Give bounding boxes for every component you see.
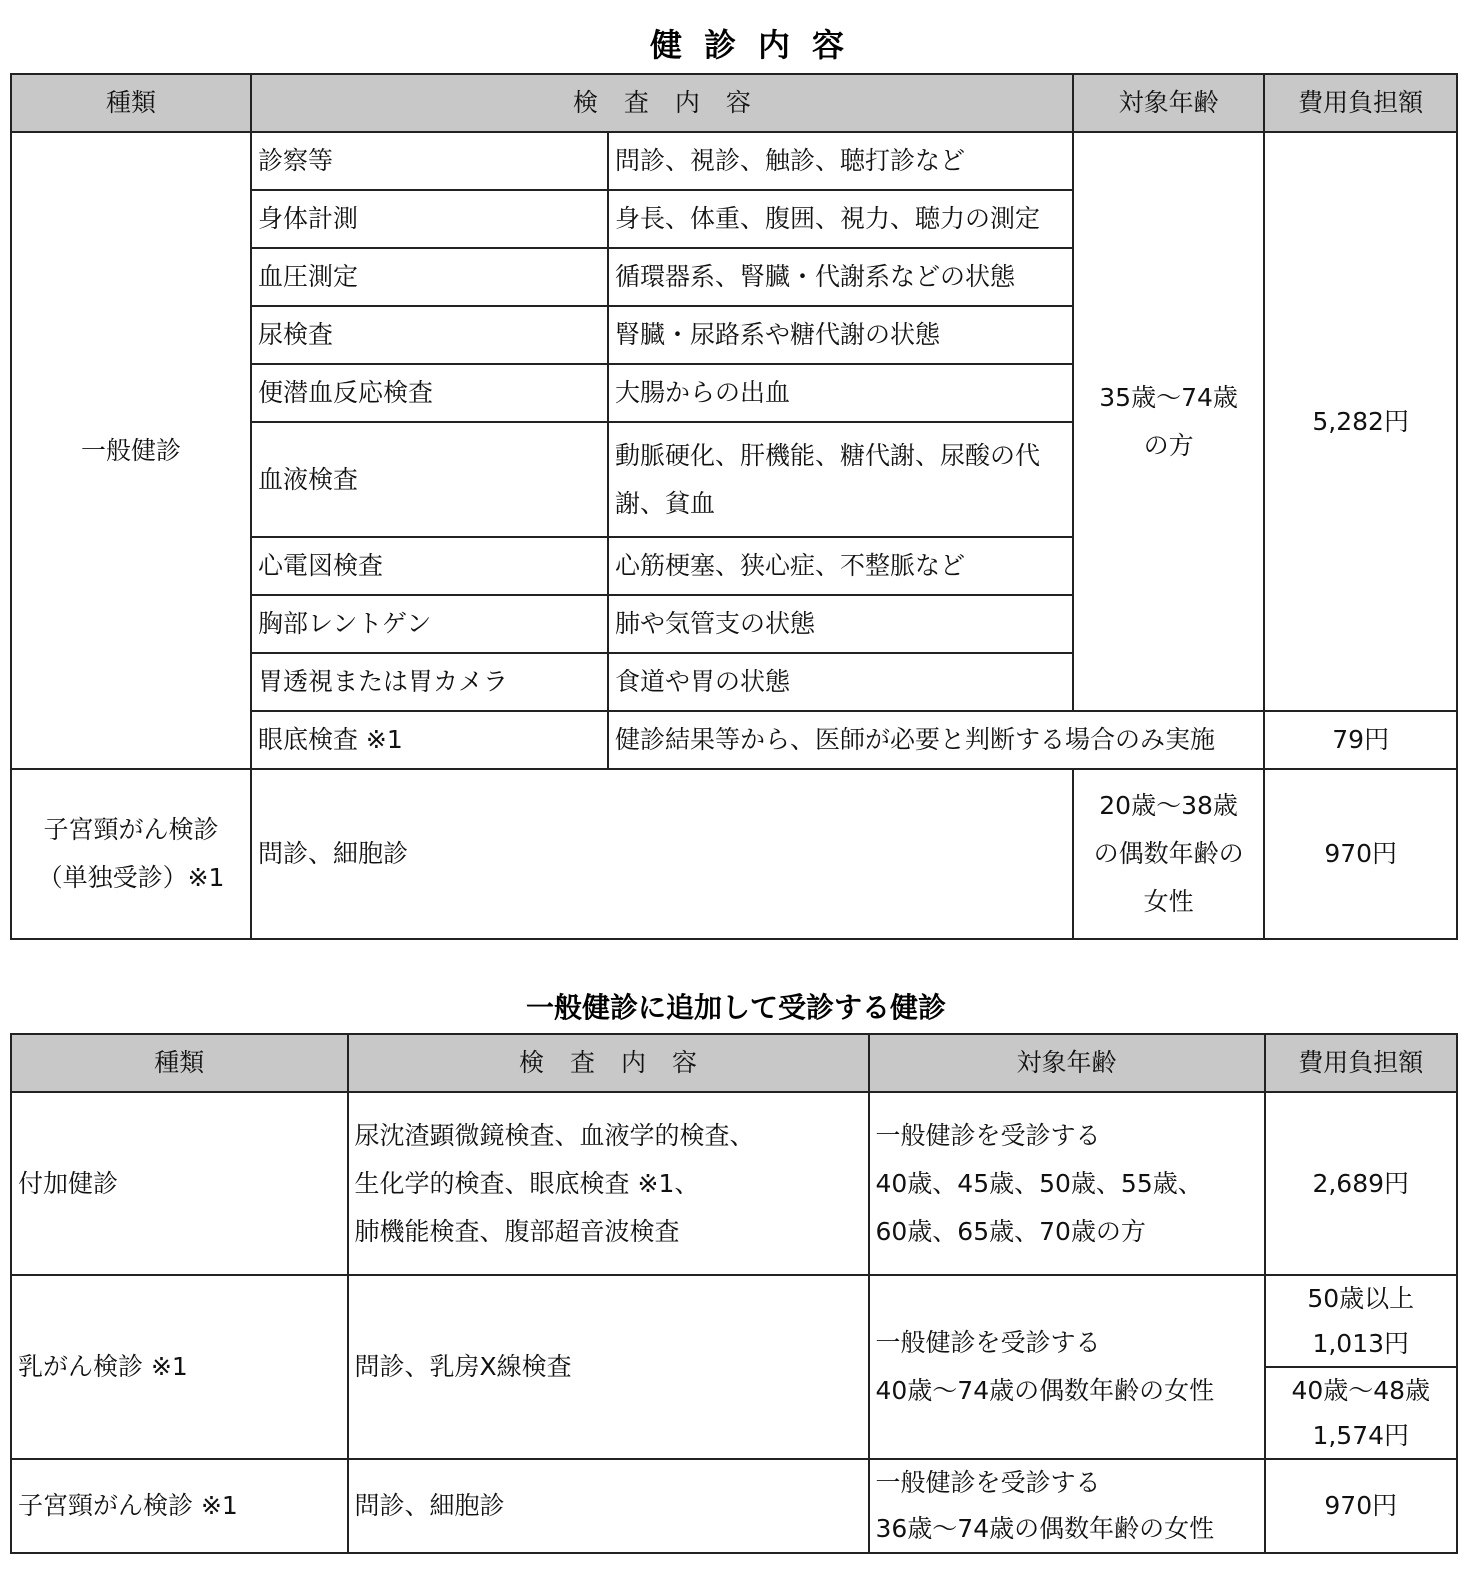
breast-cost-40-48: [1265, 1367, 1458, 1459]
table-row: [11, 1092, 1457, 1275]
age-line: の偶数年齢の: [1093, 839, 1244, 868]
additional-checkup-table: [10, 1033, 1458, 1554]
cervical-content: 問診、細胞診: [251, 769, 1073, 939]
type-line: （単独受診）※1: [37, 863, 225, 892]
cervical-target-age: [869, 1459, 1265, 1553]
content-line: 尿沈渣顕微鏡検査、血液学的検査、: [354, 1120, 755, 1150]
fundus-cost: 79円: [1264, 711, 1457, 769]
header-type: 種類: [11, 1034, 348, 1092]
exam-item: 胸部レントゲン: [251, 595, 608, 653]
type-breast-cancer: 乳がん検診 ※1: [11, 1275, 348, 1459]
cost-label: 40歳～48歳: [1291, 1376, 1431, 1405]
exam-description: 身長、体重、腹囲、視力、聴力の測定: [608, 190, 1073, 248]
exam-description: 問診、視診、触診、聴打診など: [608, 132, 1073, 190]
table-header-row: [11, 1034, 1457, 1092]
cervical-content: 問診、細胞診: [348, 1459, 869, 1553]
exam-item: 血液検査: [251, 422, 608, 537]
exam-description: 肺や気管支の状態: [608, 595, 1073, 653]
type-additional-checkup: 付加健診: [11, 1092, 348, 1275]
cervical-cost: 970円: [1265, 1459, 1458, 1553]
additional-content: [348, 1092, 869, 1275]
age-line: 60歳、65歳、70歳の方: [875, 1216, 1146, 1246]
exam-item: 身体計測: [251, 190, 608, 248]
exam-item: 血圧測定: [251, 248, 608, 306]
cervical-target-age: [1073, 769, 1265, 939]
content-line: 肺機能検査、腹部超音波検査: [354, 1216, 680, 1246]
exam-description: 大腸からの出血: [608, 364, 1073, 422]
additional-target-age: [869, 1092, 1265, 1275]
exam-description: 心筋梗塞、狭心症、不整脈など: [608, 537, 1073, 595]
type-general-checkup: 一般健診: [11, 132, 251, 769]
header-cost: 費用負担額: [1265, 1034, 1458, 1092]
table-row: [11, 1275, 1457, 1367]
page-title: 健診内容: [649, 26, 866, 64]
header-content: 検査内容: [251, 74, 1073, 132]
age-line: 40歳～74歳の偶数年齢の女性: [875, 1376, 1215, 1405]
age-line: 36歳～74歳の偶数年齢の女性: [875, 1514, 1215, 1543]
table-row: [11, 132, 1457, 190]
cervical-cost: 970円: [1264, 769, 1457, 939]
header-age: 対象年齢: [869, 1034, 1265, 1092]
exam-description-fundus: 健診結果等から、医師が必要と判断する場合のみ実施: [608, 711, 1264, 769]
exam-item: 便潜血反応検査: [251, 364, 608, 422]
table-header-row: [11, 74, 1457, 132]
cost-value: 1,013円: [1312, 1329, 1410, 1358]
exam-item: 診察等: [251, 132, 608, 190]
exam-description: 食道や胃の状態: [608, 653, 1073, 711]
exam-description: 腎臓・尿路系や糖代謝の状態: [608, 306, 1073, 364]
breast-cost-50-plus: [1265, 1275, 1458, 1367]
header-content: 検査内容: [348, 1034, 869, 1092]
age-line: 一般健診を受診する: [875, 1328, 1101, 1357]
exam-description: 循環器系、腎臓・代謝系などの状態: [608, 248, 1073, 306]
exam-item: 胃透視または胃カメラ: [251, 653, 608, 711]
type-cervical-cancer-single: [11, 769, 251, 939]
cost-label: 50歳以上: [1307, 1284, 1415, 1313]
breast-target-age: [869, 1275, 1265, 1459]
header-cost: 費用負担額: [1264, 74, 1457, 132]
age-line: 40歳、45歳、50歳、55歳、: [875, 1168, 1203, 1198]
section-title: 一般健診に追加して受診する健診: [525, 991, 946, 1024]
table-row: [11, 1459, 1457, 1553]
age-line: 一般健診を受診する: [875, 1120, 1101, 1150]
general-target-age: 35歳～74歳の方: [1073, 132, 1265, 711]
age-line: 女性: [1143, 887, 1194, 916]
general-cost: 5,282円: [1264, 132, 1457, 711]
header-age: 対象年齢: [1073, 74, 1265, 132]
exam-item-fundus: 眼底検査 ※1: [251, 711, 608, 769]
content-line: 生化学的検査、眼底検査 ※1、: [354, 1168, 700, 1198]
exam-item: 心電図検査: [251, 537, 608, 595]
age-line: 20歳～38歳: [1099, 791, 1238, 820]
type-cervical-cancer: 子宮頸がん検診 ※1: [11, 1459, 348, 1553]
breast-content: 問診、乳房X線検査: [348, 1275, 869, 1459]
header-type: 種類: [11, 74, 251, 132]
exam-description: 動脈硬化、肝機能、糖代謝、尿酸の代謝、貧血: [608, 422, 1073, 537]
cost-value: 1,574円: [1312, 1421, 1410, 1450]
additional-cost: 2,689円: [1265, 1092, 1458, 1275]
exam-item: 尿検査: [251, 306, 608, 364]
type-line: 子宮頸がん検診: [43, 815, 219, 844]
age-line: 一般健診を受診する: [875, 1468, 1101, 1497]
table-row: [11, 769, 1457, 939]
checkup-content-table: [10, 73, 1458, 940]
